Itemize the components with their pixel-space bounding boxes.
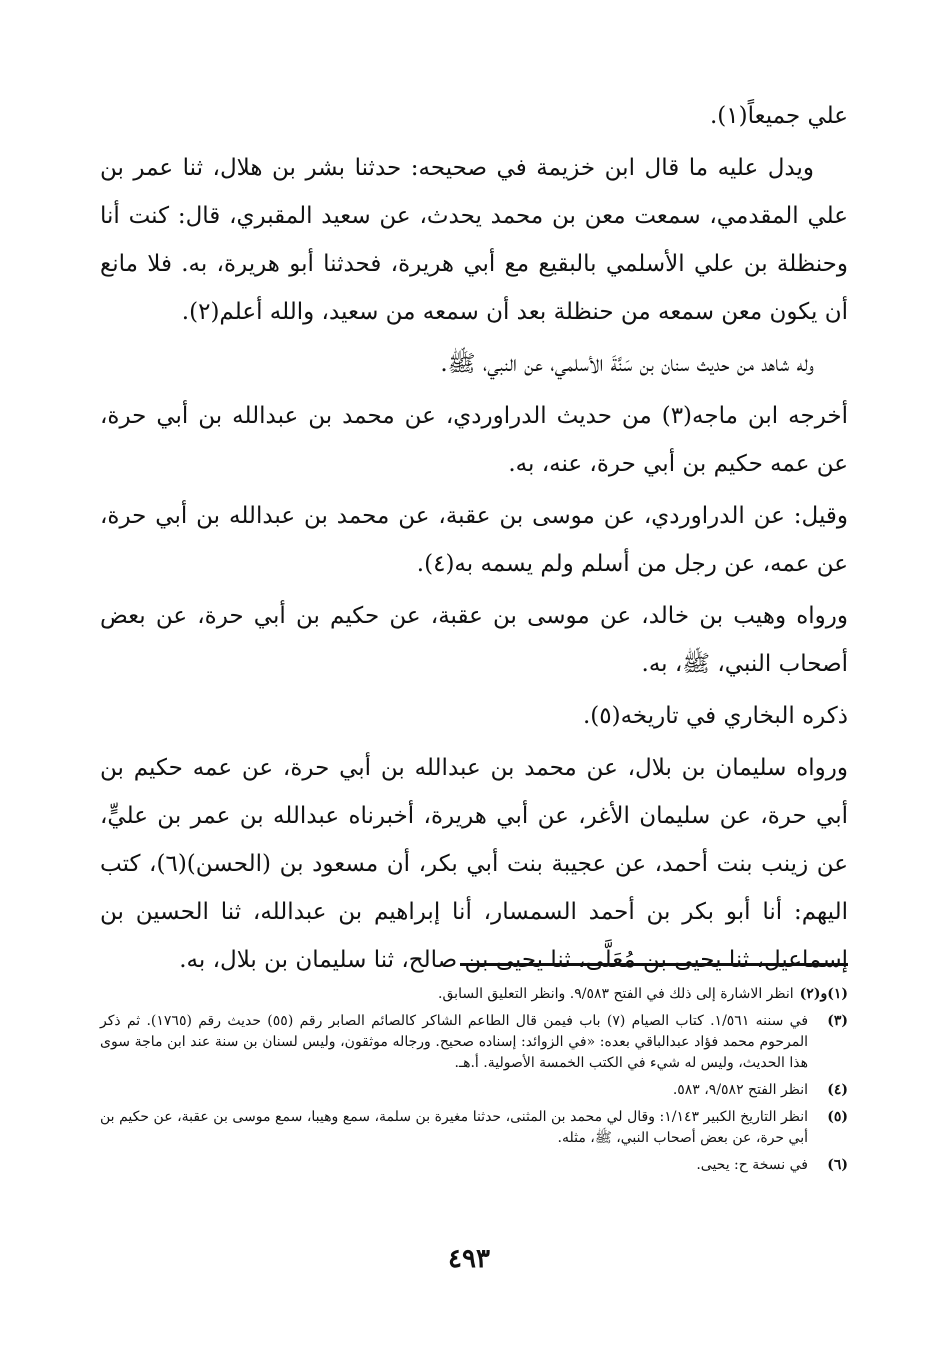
- footnote-text: انظر الفتح ٩/٥٨٢، ٥٨٣.: [672, 1082, 808, 1098]
- paragraph: ويدل عليه ما قال ابن خزيمة في صحيحه: حدثنا بشر بن هلال، ثنا عمر بن علي المقدمي، سمعت معن بن محمد يحدث، عن سعيد المقبري، قال: كنت أنا وحنظلة بن علي الأسلمي بالبقيع مع أبي هريرة، فحدثنا أبو هريرة، به. فلا مانع أن يكون معن سمعه من حنظلة بعد أن سمعه من سعيد، والله أعلم(٢).: [100, 155, 848, 325]
- paragraph: أخرجه ابن ماجه(٣) من حديث الدراوردي، عن محمد بن عبدالله بن أبي حرة، عن عمه حكيم بن أبي حرة، عنه، به.: [100, 403, 848, 477]
- footnote-mark: (٣): [827, 1013, 848, 1029]
- footnote-divider: [460, 963, 848, 966]
- footnote-text: انظر الاشارة إلى ذلك في الفتح ٩/٥٨٣. وانظر التعليق السابق.: [438, 986, 794, 1002]
- paragraph: ورواه سليمان بن بلال، عن محمد بن عبدالله بن أبي حرة، عن عمه حكيم بن أبي حرة، عن سليمان الأغر، عن أبي هريرة، أخبرناه عبدالله بن عمر بن عليٍّ، عن زينب بنت أحمد، عن عجيبة بنت أبي بكر، أن مسعود بن (الحسن)(٦)، كتب اليهم: أنا أبو بكر بن أحمد السمسار، أنا إبراهيم بن عبدالله، ثنا الحسين بن إسماعيل، ثنا يحيى بن مُعَلَّى، ثنا يحيى بن صالح، ثنا سليمان بن بلال، به.: [100, 755, 848, 973]
- footnote-text: انظر التاريخ الكبير ١/١٤٣: وقال لي محمد بن المثنى، حدثنا مغيرة بن سلمة، سمع وهيبا، سمع موسى بن عقبة، عن حكيم بن أبي حرة، عن بعض أصحاب النبي، ﷺ، مثله.: [100, 1109, 808, 1146]
- footnotes: [100, 984, 848, 1182]
- footnote: [100, 1155, 848, 1176]
- paragraph: علي جميعاً(١).: [709, 103, 848, 129]
- footnote-text: في سننه ١/٥٦١. كتاب الصيام (٧) باب فيمن قال الطاعم الشاكر كالصائم الصابر رقم (٥٥) حديث رقم (١٧٦٥). ثم ذكر المرحوم محمد فؤاد عبدالباقي بعده: «في الزوائد: إسناده صحيح. ورجاله موثقون، وليس لسنان بن سنة عند ابن ماجة سوى هذا الحديث، وليس له شيء في الكتب الخمسة الأصولية. أ.هـ.: [100, 1013, 809, 1071]
- footnote: [100, 1107, 848, 1149]
- paragraph: ورواه وهيب بن خالد، عن موسى بن عقبة، عن حكيم بن أبي حرة، عن بعض أصحاب النبي، ﷺ، به.: [100, 603, 848, 677]
- paragraph: ذكره البخاري في تاريخه(٥).: [582, 703, 848, 729]
- footnote: [100, 1011, 848, 1074]
- footnote: [100, 984, 848, 1005]
- paragraph: وله شاهد من حديث سنان بن سَنَّةَ الأسلمي، عن النبي، ﷺ.: [440, 351, 814, 377]
- footnote-mark: (٥): [827, 1109, 848, 1125]
- paragraph: وقيل: عن الدراوردي، عن موسى بن عقبة، عن محمد بن عبدالله بن أبي حرة، عن عمه، عن رجل من أسلم ولم يسمه به(٤).: [100, 503, 848, 577]
- footnote-text: في نسخة ح: يحيى.: [696, 1157, 808, 1173]
- main-text: [100, 92, 848, 988]
- page-number: ٤٩٣: [448, 1244, 490, 1274]
- footnote-mark: (٦): [827, 1157, 848, 1173]
- footnote: [100, 1080, 848, 1101]
- footnote-mark: (٤): [827, 1082, 848, 1098]
- footnote-mark: (١)و(٢): [799, 986, 848, 1002]
